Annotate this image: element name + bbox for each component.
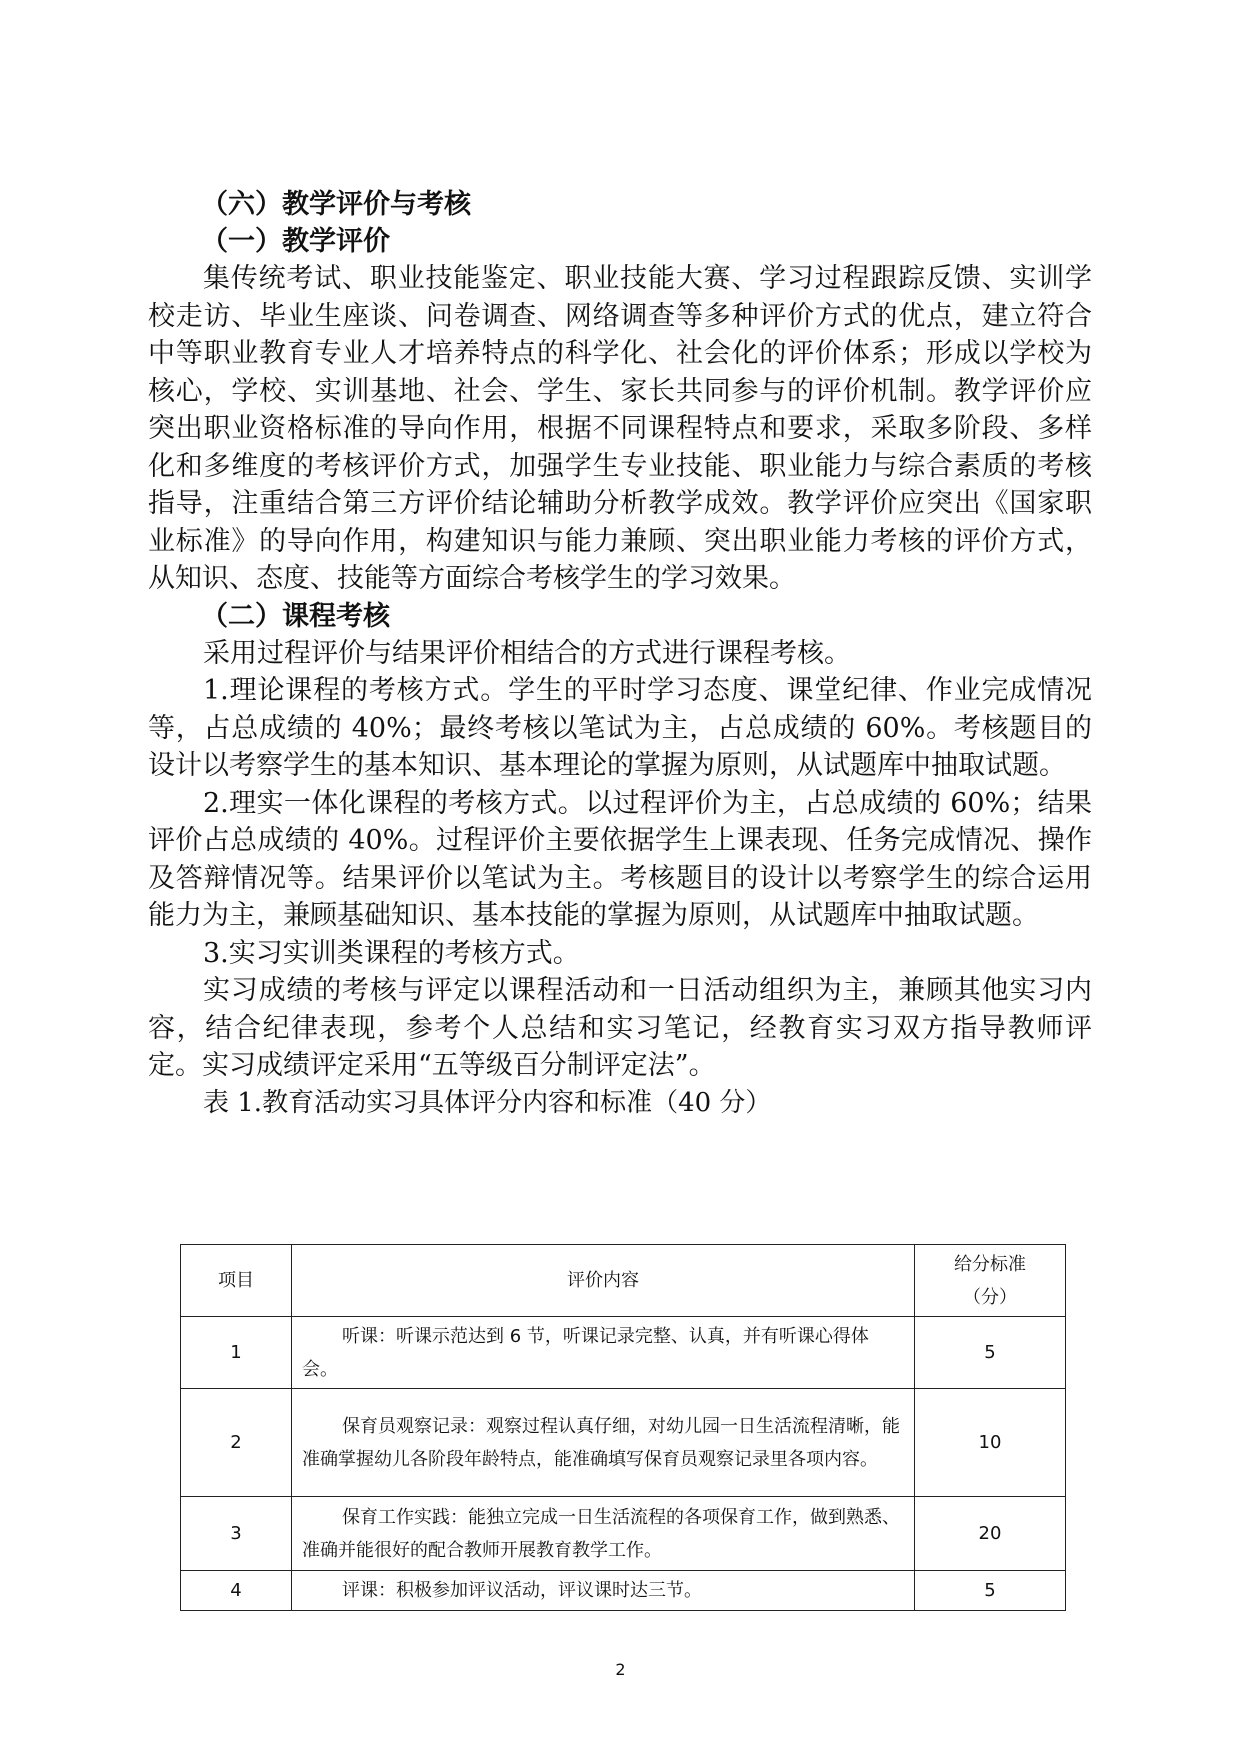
row-content-text: 听课：听课示范达到 6 节，听课记录完整、认真，并有听课心得体会。 (302, 1325, 869, 1380)
header-score (915, 1245, 1066, 1317)
row-content (292, 1317, 915, 1389)
table-row (181, 1389, 1066, 1497)
paragraph-practice-detail: 实习成绩的考核与评定以课程活动和一日活动组织为主，兼顾其他实习内容，结合纪律表现，参考个人总结和实习笔记，经教育实习双方指导教师评定。实习成绩评定采用“五等级百分制评定法”。 (148, 975, 1092, 1081)
row-content-text: 保育员观察记录：观察过程认真仔细，对幼儿园一日生活流程清晰，能准确掌握幼儿各阶段年龄特点，能准确填写保育员观察记录里各项内容。 (302, 1415, 900, 1470)
row-content-text: 评课：积极参加评议活动，评议课时达三节。 (342, 1580, 702, 1601)
row-score: 5 (915, 1317, 1066, 1389)
row-number: 3 (181, 1497, 292, 1571)
row-content-text: 保育工作实践：能独立完成一日生活流程的各项保育工作，做到熟悉、准确并能很好的配合教师开展教育教学工作。 (302, 1506, 900, 1561)
row-content (292, 1497, 915, 1571)
table-row (181, 1571, 1066, 1611)
row-content (292, 1571, 915, 1611)
header-content: 评价内容 (292, 1245, 915, 1317)
table-row (181, 1497, 1066, 1571)
table-caption: 表 1.教育活动实习具体评分内容和标准（40 分） (203, 1087, 772, 1118)
document-body (148, 186, 1092, 1121)
paragraph-teaching-evaluation: 集传统考试、职业技能鉴定、职业技能大赛、学习过程跟踪反馈、实训学校走访、毕业生座谈、问卷调查、网络调查等多种评价方式的优点，建立符合中等职业教育专业人才培养特点的科学化、社会化的评价体系；形成以学校为核心，学校、实训基地、社会、学生、家长共同参与的评价机制。教学评价应突出职业资格标准的导向作用，根据不同课程特点和要求，采取多阶段、多样化和多维度的考核评价方式，加强学生专业技能、职业能力与综合素质的考核指导，注重结合第三方评价结论辅助分析教学成效。教学评价应突出《国家职业标准》的导向作用，构建知识与能力兼顾、突出职业能力考核的评价方式，从知识、态度、技能等方面综合考核学生的学习效果。 (148, 263, 1092, 594)
table-row (181, 1317, 1066, 1389)
scoring-table (180, 1244, 1066, 1611)
header-score-line2: （分） (963, 1286, 1017, 1308)
row-content (292, 1389, 915, 1497)
table-header-row (181, 1245, 1066, 1317)
paragraph-integrated-course: 2.理实一体化课程的考核方式。以过程评价为主，占总成绩的 60%；结果评价占总成绩的 40%。过程评价主要依据学生上课表现、任务完成情况、操作及答辩情况等。结果评价以笔试为主。考核题目的设计以考察学生的综合运用能力为主，兼顾基础知识、基本技能的掌握为原则，从试题库中抽取试题。 (148, 787, 1092, 931)
paragraph-assessment-intro: 采用过程评价与结果评价相结合的方式进行课程考核。 (203, 637, 851, 669)
row-number: 4 (181, 1571, 292, 1611)
section-heading-course-assessment: （二）课程考核 (201, 600, 390, 632)
section-heading-teaching-evaluation: （一）教学评价 (201, 226, 390, 257)
paragraph-practice-course: 3.实习实训类课程的考核方式。 (203, 937, 580, 969)
chapter-heading: （六）教学评价与考核 (201, 189, 471, 220)
header-score-line1: 给分标准 (954, 1253, 1026, 1275)
row-number: 1 (181, 1317, 292, 1389)
page-number: 2 (615, 1660, 626, 1679)
row-score: 20 (915, 1497, 1066, 1571)
paragraph-theory-course: 1.理论课程的考核方式。学生的平时学习态度、课堂纪律、作业完成情况等，占总成绩的 40%；最终考核以笔试为主，占总成绩的 60%。考核题目的设计以考察学生的基本知识、基本理论的掌握为原则，从试题库中抽取试题。 (148, 675, 1092, 781)
row-score: 5 (915, 1571, 1066, 1611)
header-item: 项目 (181, 1245, 292, 1317)
row-score: 10 (915, 1389, 1066, 1497)
row-number: 2 (181, 1389, 292, 1497)
